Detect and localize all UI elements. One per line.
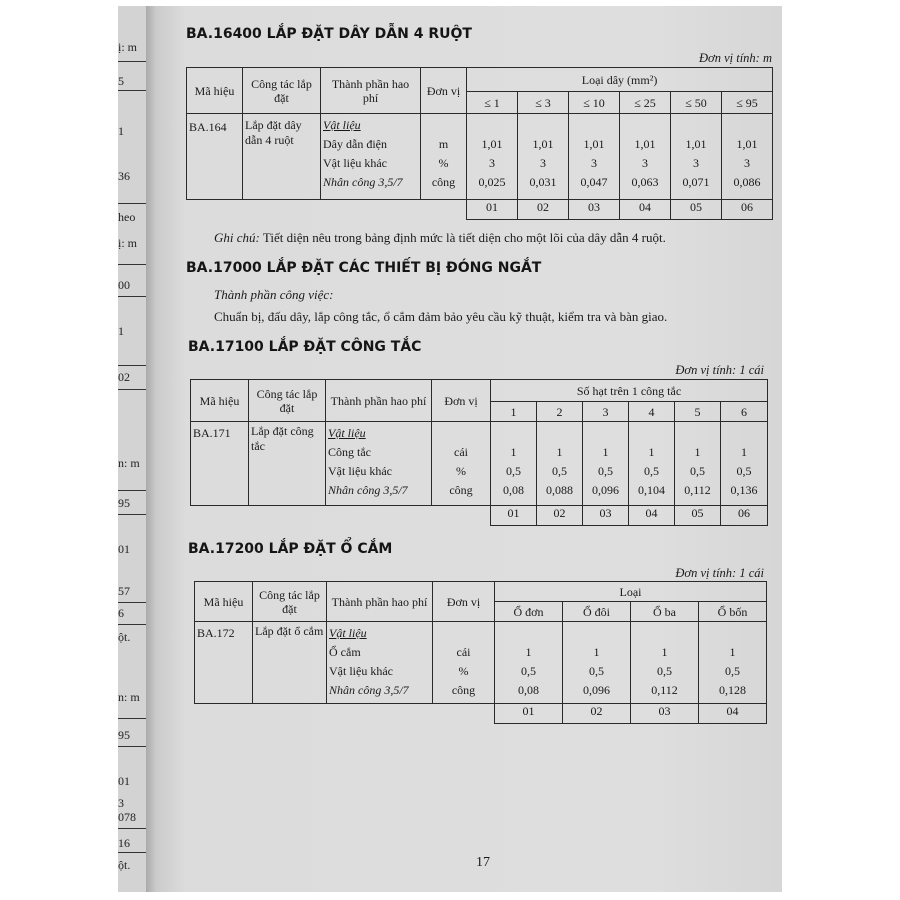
left-fragment: ị: m [118, 236, 138, 250]
column-header: ≤ 10 [569, 92, 620, 114]
code-cell: 03 [631, 704, 699, 724]
value-cell: 0,112 [651, 683, 678, 697]
header-code: Mã hiệu [195, 582, 253, 622]
code-cell: 01 [495, 704, 563, 724]
value-cell: 1 [593, 645, 600, 659]
value-cell: 0,096 [592, 483, 619, 497]
left-fragment: 95 [118, 728, 130, 742]
left-rule [118, 718, 146, 719]
note-label: Ghi chú: [214, 230, 260, 245]
component-unit: công [451, 683, 476, 697]
left-rule [118, 61, 146, 62]
header-unit: Đơn vị [421, 68, 467, 114]
left-rule [118, 296, 146, 297]
header-component: Thành phần hao phí [326, 380, 432, 422]
left-rule [118, 602, 146, 603]
component-name: Nhân công 3,5/7 [329, 683, 409, 697]
left-rule [118, 203, 146, 204]
left-fragment: 6 [118, 606, 124, 620]
left-fragment: 3 [118, 796, 124, 810]
left-rule [118, 852, 146, 853]
component-name: Vật liệu [329, 626, 367, 640]
work-description: Lắp đặt công tắc [249, 422, 326, 506]
work-components-label: Thành phần công việc: [214, 287, 334, 302]
header-code: Mã hiệu [187, 68, 243, 114]
code-cell: 05 [671, 200, 722, 220]
value-cell: 0,088 [546, 483, 573, 497]
value-cell: 0,5 [589, 664, 604, 678]
left-rule [118, 90, 146, 91]
book-page [146, 6, 782, 892]
value-cell: 0,5 [598, 464, 613, 478]
left-fragment: 16 [118, 836, 130, 850]
left-fragment: heo [118, 210, 136, 224]
code-cell: 06 [722, 200, 773, 220]
left-rule [118, 365, 146, 366]
value-cell: 3 [540, 156, 546, 170]
left-fragment: 1 [118, 124, 124, 138]
value-cell: 0,08 [518, 683, 539, 697]
page-number: 17 [476, 855, 490, 870]
book-photo [118, 6, 782, 892]
column-header: ≤ 50 [671, 92, 722, 114]
component-unit: công [449, 483, 473, 497]
component-unit: % [438, 156, 449, 170]
value-cell: 1 [602, 445, 609, 459]
work-components-text: Chuẩn bị, đấu dây, lắp công tắc, ổ cắm đảm bảo yêu cầu kỹ thuật, kiểm tra và bàn giao. [214, 309, 668, 324]
header-code: Mã hiệu [191, 380, 249, 422]
header-component: Thành phần hao phí [327, 582, 433, 622]
left-fragment: 078 [118, 810, 136, 824]
value-cell: 1 [510, 445, 517, 459]
value-cell: 0,136 [730, 483, 758, 497]
component-unit: % [458, 664, 469, 678]
header-socket-type: Loại [495, 582, 767, 602]
value-cell: 0,086 [733, 175, 761, 189]
norm-code: BA.172 [195, 622, 253, 704]
component-name: Vật liệu [323, 118, 361, 132]
value-cell: 0,5 [736, 464, 752, 478]
value-cell: 0,071 [682, 175, 710, 189]
value-cell: 1 [694, 445, 701, 459]
component-unit: cái [454, 445, 468, 459]
component-name: Vật liệu khác [328, 464, 392, 478]
component-unit [434, 424, 488, 443]
section-title-ba17000: BA.17000 LẮP ĐẶT CÁC THIẾT BỊ ĐÓNG NGẮT [186, 260, 542, 276]
value-cell: 3 [489, 156, 495, 170]
value-cell: 1,01 [532, 137, 554, 151]
value-cell: 1 [648, 445, 655, 459]
value-cell: 0,5 [644, 464, 659, 478]
left-rule [118, 389, 146, 390]
column-header: 4 [629, 402, 675, 422]
value-cell: 0,5 [521, 664, 536, 678]
code-cell: 05 [675, 506, 721, 526]
left-fragment: n: m [118, 690, 140, 704]
left-fragment: 5 [118, 74, 124, 88]
code-cell: 01 [491, 506, 537, 526]
value-cell: 1,01 [634, 137, 656, 151]
component-name: Vật liệu khác [323, 156, 387, 170]
value-cell: 1 [729, 645, 736, 659]
code-cell: 02 [563, 704, 631, 724]
norm-code: BA.164 [187, 114, 243, 200]
component-unit: % [456, 464, 466, 478]
section-title-ba17100: BA.17100 LẮP ĐẶT CÔNG TẮC [188, 339, 422, 355]
left-fragment: ị: m [118, 40, 138, 54]
value-cell: 0,08 [503, 483, 524, 497]
code-cell: 04 [629, 506, 675, 526]
value-cell: 0,5 [690, 464, 705, 478]
column-header: 6 [721, 402, 768, 422]
component-unit: cái [456, 645, 471, 659]
code-cell: 03 [569, 200, 620, 220]
column-header: Ổ bốn [699, 602, 767, 622]
code-cell: 03 [583, 506, 629, 526]
component-name: Nhân công 3,5/7 [323, 175, 403, 189]
left-fragment: 01 [118, 774, 130, 788]
column-header: ≤ 1 [467, 92, 518, 114]
value-cell: 3 [744, 156, 751, 170]
component-name: Ổ cắm [329, 645, 361, 659]
norm-table-ba17100 [190, 379, 768, 526]
header-component: Thành phần hao phí [321, 68, 421, 114]
value-cell: 0,112 [684, 483, 711, 497]
work-description: Lắp đặt ổ cắm [253, 622, 327, 704]
unit-label-ba17200: Đơn vị tính: 1 cái [675, 566, 764, 580]
component-name: Công tắc [328, 445, 371, 459]
section-title-ba17200: BA.17200 LẮP ĐẶT Ổ CẮM [188, 541, 393, 557]
code-cell: 02 [518, 200, 569, 220]
value-cell: 0,5 [552, 464, 567, 478]
value-cell: 3 [591, 156, 597, 170]
component-unit [435, 624, 492, 643]
header-unit: Đơn vị [433, 582, 495, 622]
component-name: Vật liệu [328, 426, 366, 440]
column-header: ≤ 95 [722, 92, 773, 114]
unit-label-ba16400: Đơn vị tính: m [699, 51, 772, 65]
left-fragment: 01 [118, 542, 130, 556]
left-page-edge [118, 6, 146, 892]
value-cell: 1 [556, 445, 563, 459]
code-cell: 04 [620, 200, 671, 220]
norm-table-ba17200 [194, 581, 767, 724]
code-cell: 02 [537, 506, 583, 526]
header-switch-count: Số hạt trên 1 công tắc [491, 380, 768, 402]
value-cell: 1 [525, 645, 532, 659]
section-title-ba16400: BA.16400 LẮP ĐẶT DÂY DẪN 4 RUỘT [186, 26, 472, 42]
column-header: 2 [537, 402, 583, 422]
component-unit [423, 116, 464, 135]
left-rule [118, 746, 146, 747]
column-header: 5 [675, 402, 721, 422]
value-cell: 0,031 [529, 175, 557, 189]
value-cell: 1 [661, 645, 668, 659]
component-name: Vật liệu khác [329, 664, 393, 678]
left-rule [118, 264, 146, 265]
component-name: Nhân công 3,5/7 [328, 483, 408, 497]
component-unit: công [431, 175, 456, 189]
value-cell: 1,01 [736, 137, 758, 151]
left-rule [118, 828, 146, 829]
unit-label-ba17100: Đơn vị tính: 1 cái [675, 363, 764, 377]
note-text: Tiết diện nêu trong bảng định mức là tiết diện cho một lõi của dây dẫn 4 ruột. [259, 230, 666, 245]
header-work: Công tác lắp đặt [243, 68, 321, 114]
column-header: Ổ ba [631, 602, 699, 622]
left-fragment: 95 [118, 496, 130, 510]
value-cell: 0,025 [478, 175, 506, 189]
code-cell: 01 [467, 200, 518, 220]
value-cell: 0,047 [580, 175, 608, 189]
header-unit: Đơn vị [432, 380, 491, 422]
value-cell: 0,063 [631, 175, 659, 189]
column-header: 1 [491, 402, 537, 422]
norm-code: BA.171 [191, 422, 249, 506]
value-cell: 0,5 [506, 464, 521, 478]
left-fragment: 36 [118, 169, 130, 183]
value-cell: 1,01 [685, 137, 707, 151]
component-unit: m [438, 137, 449, 151]
value-cell: 0,5 [725, 664, 740, 678]
left-rule [118, 514, 146, 515]
column-header: Ổ đôi [563, 602, 631, 622]
header-work: Công tác lắp đặt [253, 582, 327, 622]
norm-table-ba16400 [186, 67, 773, 220]
code-cell: 06 [721, 506, 768, 526]
value-cell: 0,104 [638, 483, 665, 497]
value-cell: 3 [693, 156, 699, 170]
left-fragment: 1 [118, 324, 124, 338]
column-header: ≤ 3 [518, 92, 569, 114]
left-fragment: 00 [118, 278, 130, 292]
left-fragment: 02 [118, 370, 130, 384]
note-ba16400 [214, 230, 666, 246]
left-fragment: ột. [118, 630, 131, 644]
code-cell: 04 [699, 704, 767, 724]
left-fragment: 57 [118, 584, 130, 598]
column-header: 3 [583, 402, 629, 422]
header-wire-type: Loại dây (mm²) [467, 68, 773, 92]
header-work: Công tác lắp đặt [249, 380, 326, 422]
left-fragment: ột. [118, 858, 131, 872]
work-description: Lắp đặt dây dẫn 4 ruột [243, 114, 321, 200]
column-header: ≤ 25 [620, 92, 671, 114]
column-header: Ổ đơn [495, 602, 563, 622]
value-cell: 1 [741, 445, 747, 459]
left-rule [118, 624, 146, 625]
left-rule [118, 490, 146, 491]
component-name: Dây dẫn điện [323, 137, 387, 151]
value-cell: 3 [642, 156, 648, 170]
value-cell: 0,5 [657, 664, 672, 678]
value-cell: 1,01 [583, 137, 605, 151]
value-cell: 1,01 [481, 137, 503, 151]
value-cell: 0,128 [719, 683, 746, 697]
left-fragment: n: m [118, 456, 140, 470]
value-cell: 0,096 [583, 683, 610, 697]
